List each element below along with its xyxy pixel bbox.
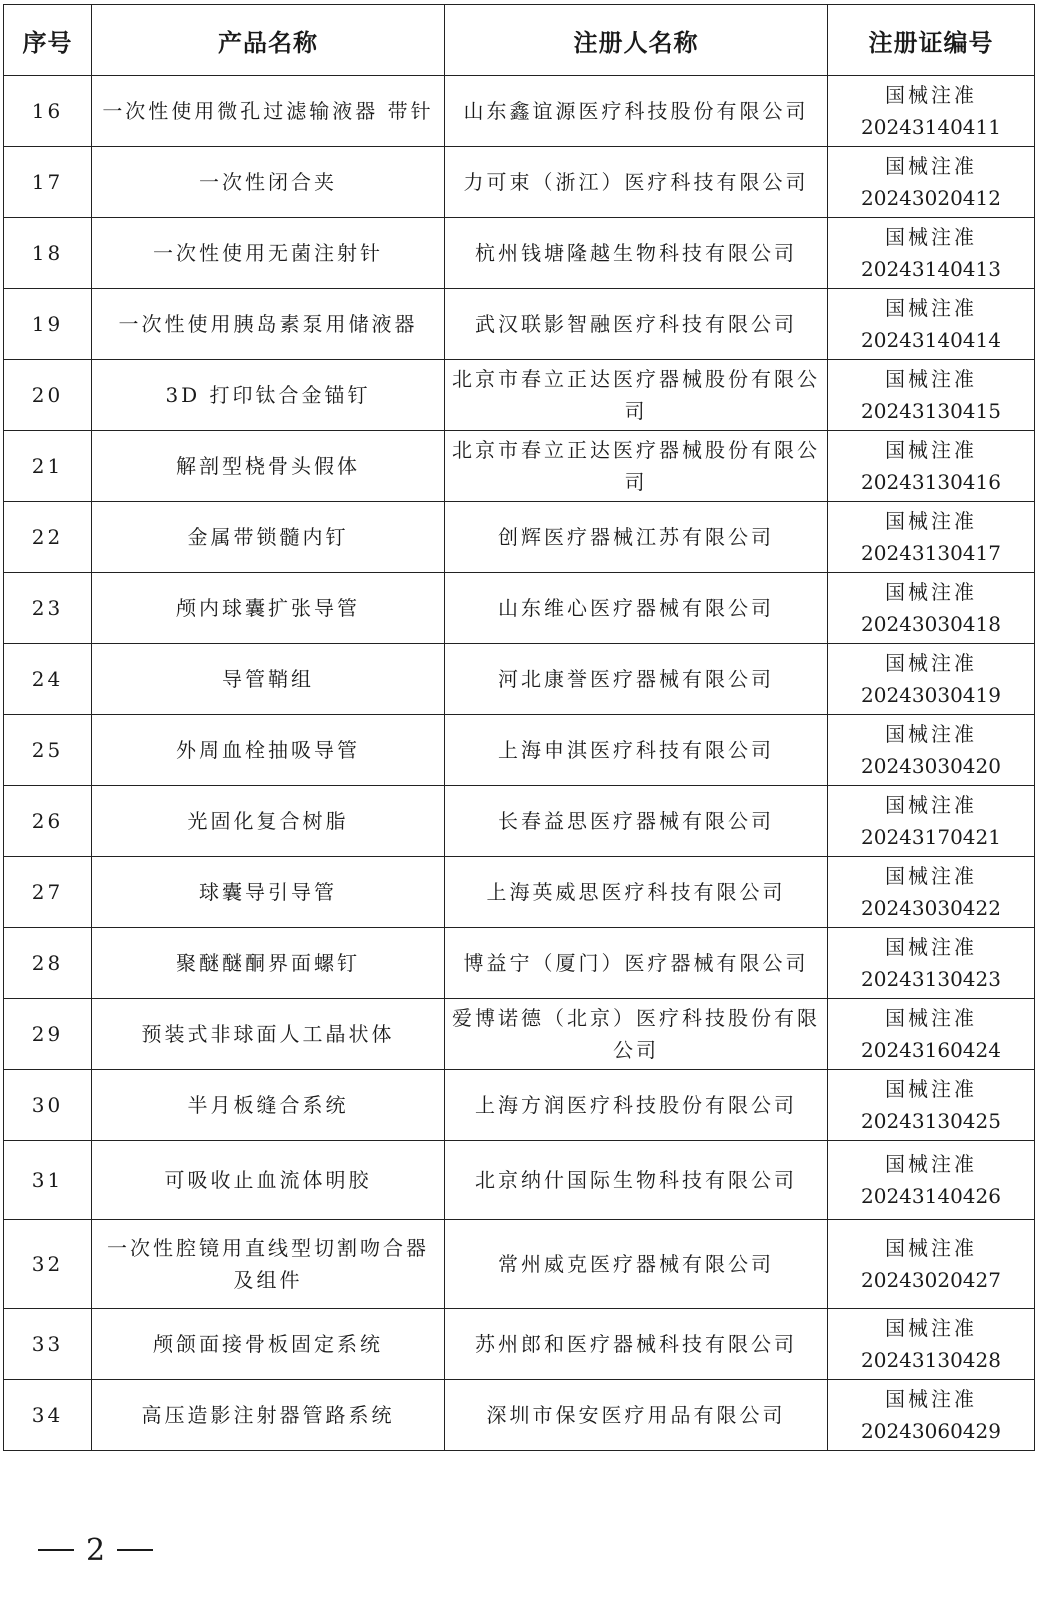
row-seq: 25 [4, 715, 92, 786]
row-cert-number [828, 928, 1035, 999]
row-cert-number [828, 786, 1035, 857]
row-cert-number [828, 218, 1035, 289]
row-product-name: 颅颌面接骨板固定系统 [92, 1309, 445, 1380]
row-cert-number [828, 76, 1035, 147]
row-registrant-name: 山东鑫谊源医疗科技股份有限公司 [445, 76, 828, 147]
cert-prefix: 国械注准 [885, 1152, 977, 1176]
table-row [4, 76, 1035, 147]
table-body [4, 76, 1035, 1451]
row-seq: 21 [4, 431, 92, 502]
cert-prefix: 国械注准 [885, 1316, 977, 1340]
cert-serial: 20243030422 [861, 896, 1001, 920]
cert-prefix: 国械注准 [885, 793, 977, 817]
table-row [4, 1309, 1035, 1380]
row-registrant-name: 创辉医疗器械江苏有限公司 [445, 502, 828, 573]
row-product-name: 导管鞘组 [92, 644, 445, 715]
row-seq: 26 [4, 786, 92, 857]
row-seq: 19 [4, 289, 92, 360]
cert-prefix: 国械注准 [885, 83, 977, 107]
footer-dash-right [117, 1549, 153, 1551]
cert-serial: 20243030418 [861, 612, 1001, 636]
row-seq: 16 [4, 76, 92, 147]
row-seq: 20 [4, 360, 92, 431]
row-cert-number [828, 360, 1035, 431]
cert-prefix: 国械注准 [885, 1006, 977, 1030]
page-footer [38, 1528, 153, 1572]
cert-serial: 20243140414 [861, 328, 1001, 352]
row-registrant-name: 武汉联影智融医疗科技有限公司 [445, 289, 828, 360]
row-registrant-name: 北京纳什国际生物科技有限公司 [445, 1141, 828, 1220]
row-seq: 32 [4, 1220, 92, 1309]
row-cert-number [828, 999, 1035, 1070]
table-row [4, 502, 1035, 573]
row-seq: 24 [4, 644, 92, 715]
table-row [4, 1070, 1035, 1141]
row-registrant-name: 山东维心医疗器械有限公司 [445, 573, 828, 644]
cert-prefix: 国械注准 [885, 296, 977, 320]
cert-prefix: 国械注准 [885, 864, 977, 888]
row-product-name: 一次性腔镜用直线型切割吻合器及组件 [92, 1220, 445, 1309]
cert-prefix: 国械注准 [885, 722, 977, 746]
row-cert-number [828, 502, 1035, 573]
header-seq: 序号 [4, 5, 92, 76]
table-row [4, 147, 1035, 218]
row-cert-number [828, 857, 1035, 928]
row-seq: 23 [4, 573, 92, 644]
row-registrant-name: 博益宁（厦门）医疗器械有限公司 [445, 928, 828, 999]
row-cert-number [828, 289, 1035, 360]
row-registrant-name: 深圳市保安医疗用品有限公司 [445, 1380, 828, 1451]
cert-prefix: 国械注准 [885, 580, 977, 604]
table-row [4, 715, 1035, 786]
cert-prefix: 国械注准 [885, 651, 977, 675]
table-row [4, 1380, 1035, 1451]
cert-serial: 20243140413 [861, 257, 1001, 281]
table-row [4, 431, 1035, 502]
row-registrant-name: 上海方润医疗科技股份有限公司 [445, 1070, 828, 1141]
cert-serial: 20243020412 [861, 186, 1001, 210]
cert-prefix: 国械注准 [885, 367, 977, 391]
row-cert-number [828, 573, 1035, 644]
row-registrant-name: 上海英威思医疗科技有限公司 [445, 857, 828, 928]
table-row [4, 928, 1035, 999]
row-product-name: 光固化复合树脂 [92, 786, 445, 857]
row-seq: 18 [4, 218, 92, 289]
row-cert-number [828, 147, 1035, 218]
table-row [4, 573, 1035, 644]
cert-serial: 20243060429 [861, 1419, 1001, 1443]
table-row [4, 1220, 1035, 1309]
cert-prefix: 国械注准 [885, 1236, 977, 1260]
row-product-name: 解剖型桡骨头假体 [92, 431, 445, 502]
cert-prefix: 国械注准 [885, 935, 977, 959]
footer-dash-left [38, 1549, 74, 1551]
cert-serial: 20243020427 [861, 1268, 1001, 1292]
cert-prefix: 国械注准 [885, 438, 977, 462]
table-row [4, 644, 1035, 715]
cert-serial: 20243140426 [861, 1184, 1001, 1208]
row-seq: 31 [4, 1141, 92, 1220]
row-product-name: 一次性使用胰岛素泵用储液器 [92, 289, 445, 360]
row-product-name: 预装式非球面人工晶状体 [92, 999, 445, 1070]
row-registrant-name: 苏州郎和医疗器械科技有限公司 [445, 1309, 828, 1380]
cert-serial: 20243130417 [861, 541, 1001, 565]
row-registrant-name: 杭州钱塘隆越生物科技有限公司 [445, 218, 828, 289]
cert-prefix: 国械注准 [885, 1387, 977, 1411]
row-registrant-name: 力可束（浙江）医疗科技有限公司 [445, 147, 828, 218]
cert-serial: 20243140411 [861, 115, 1001, 139]
row-cert-number [828, 1380, 1035, 1451]
table-row [4, 786, 1035, 857]
row-seq: 27 [4, 857, 92, 928]
cert-serial: 20243130416 [861, 470, 1001, 494]
row-cert-number [828, 1141, 1035, 1220]
table-row [4, 289, 1035, 360]
row-seq: 33 [4, 1309, 92, 1380]
row-product-name: 可吸收止血流体明胶 [92, 1141, 445, 1220]
header-registrant-name: 注册人名称 [445, 5, 828, 76]
row-cert-number [828, 644, 1035, 715]
row-registrant-name: 北京市春立正达医疗器械股份有限公司 [445, 360, 828, 431]
cert-serial: 20243160424 [861, 1038, 1001, 1062]
table-row [4, 999, 1035, 1070]
row-product-name: 一次性使用无菌注射针 [92, 218, 445, 289]
row-seq: 30 [4, 1070, 92, 1141]
cert-serial: 20243130428 [861, 1348, 1001, 1372]
row-product-name: 高压造影注射器管路系统 [92, 1380, 445, 1451]
table-row [4, 857, 1035, 928]
row-registrant-name: 上海申淇医疗科技有限公司 [445, 715, 828, 786]
row-product-name: 半月板缝合系统 [92, 1070, 445, 1141]
row-seq: 34 [4, 1380, 92, 1451]
header-product-name: 产品名称 [92, 5, 445, 76]
row-product-name: 3D 打印钛合金锚钉 [92, 360, 445, 431]
table-row [4, 1141, 1035, 1220]
row-product-name: 球囊导引导管 [92, 857, 445, 928]
row-cert-number [828, 1070, 1035, 1141]
table-row [4, 360, 1035, 431]
cert-serial: 20243170421 [861, 825, 1001, 849]
cert-serial: 20243130415 [861, 399, 1001, 423]
cert-serial: 20243030420 [861, 754, 1001, 778]
row-seq: 22 [4, 502, 92, 573]
cert-serial: 20243130423 [861, 967, 1001, 991]
row-registrant-name: 河北康誉医疗器械有限公司 [445, 644, 828, 715]
row-cert-number [828, 1309, 1035, 1380]
header-cert-number: 注册证编号 [828, 5, 1035, 76]
cert-serial: 20243030419 [861, 683, 1001, 707]
row-product-name: 一次性闭合夹 [92, 147, 445, 218]
cert-prefix: 国械注准 [885, 1077, 977, 1101]
row-product-name: 金属带锁髓内钉 [92, 502, 445, 573]
row-product-name: 一次性使用微孔过滤输液器 带针 [92, 76, 445, 147]
cert-prefix: 国械注准 [885, 154, 977, 178]
row-product-name: 聚醚醚酮界面螺钉 [92, 928, 445, 999]
registration-table [3, 4, 1035, 1451]
cert-prefix: 国械注准 [885, 509, 977, 533]
cert-serial: 20243130425 [861, 1109, 1001, 1133]
table-row [4, 218, 1035, 289]
row-cert-number [828, 431, 1035, 502]
row-product-name: 颅内球囊扩张导管 [92, 573, 445, 644]
row-registrant-name: 常州威克医疗器械有限公司 [445, 1220, 828, 1309]
table-header-row [4, 5, 1035, 76]
row-registrant-name: 北京市春立正达医疗器械股份有限公司 [445, 431, 828, 502]
row-cert-number [828, 1220, 1035, 1309]
row-registrant-name: 长春益思医疗器械有限公司 [445, 786, 828, 857]
page-number: 2 [86, 1532, 106, 1568]
row-seq: 17 [4, 147, 92, 218]
row-seq: 28 [4, 928, 92, 999]
row-seq: 29 [4, 999, 92, 1070]
row-product-name: 外周血栓抽吸导管 [92, 715, 445, 786]
row-cert-number [828, 715, 1035, 786]
cert-prefix: 国械注准 [885, 225, 977, 249]
row-registrant-name: 爱博诺德（北京）医疗科技股份有限公司 [445, 999, 828, 1070]
